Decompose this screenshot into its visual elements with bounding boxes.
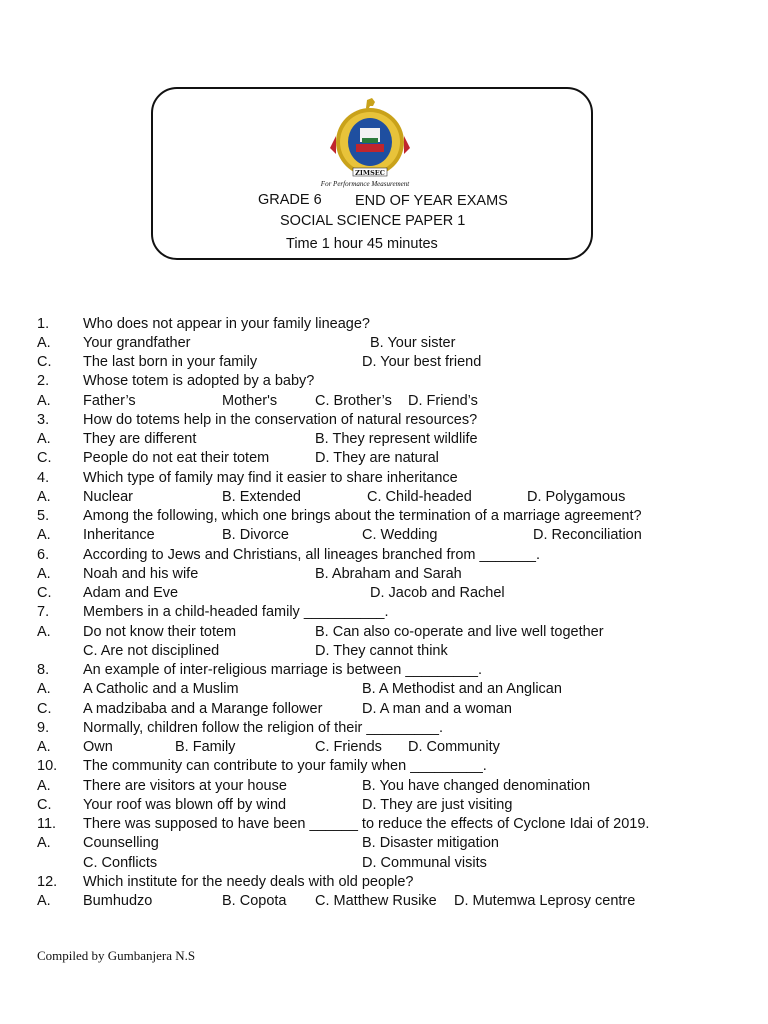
question-text: C. Child-headed: [367, 489, 472, 505]
exam-duration: Time 1 hour 45 minutes: [286, 236, 438, 252]
question-text: A.: [37, 566, 51, 582]
question-text: D. Friend’s: [408, 393, 478, 409]
question-text: Which institute for the needy deals with old people?: [83, 874, 414, 890]
question-text: C.: [37, 797, 52, 813]
question-text: There are visitors at your house: [83, 778, 287, 794]
question-text: C. Friends: [315, 739, 382, 755]
question-text: D. Jacob and Rachel: [370, 585, 505, 601]
question-text: The community can contribute to your family when _________.: [83, 758, 487, 774]
question-text: Your roof was blown off by wind: [83, 797, 287, 813]
question-text: How do totems help in the conservation of natural resources?: [83, 412, 478, 428]
question-text: B. You have changed denomination: [362, 778, 591, 794]
compiled-by: Compiled by Gumbanjera N.S: [37, 948, 196, 963]
question-number: 3.: [37, 412, 50, 428]
question-text: C. Brother’s: [315, 393, 392, 409]
question-text: B. Can also co-operate and live well together: [315, 624, 604, 640]
question-number: 12.: [37, 874, 58, 890]
question-text: D. They are just visiting: [362, 797, 513, 813]
question-text: B. Family: [175, 739, 236, 755]
question-number: 7.: [37, 604, 50, 620]
question-text: Do not know their totem: [83, 624, 237, 640]
question-text: Members in a child-headed family __________.: [83, 604, 389, 620]
question-text: B. Extended: [222, 489, 301, 505]
logo-motto: For Performance Measurement: [320, 180, 410, 188]
question-text: There was supposed to have been ______ to reduce the effects of Cyclone Idai of 2019.: [83, 816, 650, 832]
question-text: B. Abraham and Sarah: [315, 566, 462, 582]
question-text: C. Wedding: [362, 527, 438, 543]
question-number: 2.: [37, 373, 50, 389]
question-text: Counselling: [83, 835, 159, 851]
question-text: D. Your best friend: [362, 354, 482, 370]
question-number: 1.: [37, 316, 50, 332]
question-text: B. Divorce: [222, 527, 289, 543]
question-number: 11.: [37, 816, 57, 832]
question-text: Your grandfather: [83, 335, 191, 351]
question-text: Among the following, which one brings about the termination of a marriage agreement?: [83, 508, 642, 524]
question-text: D. Community: [408, 739, 500, 755]
question-text: A.: [37, 527, 51, 543]
question-text: A.: [37, 393, 51, 409]
question-text: B. Your sister: [370, 335, 456, 351]
question-text: People do not eat their totem: [83, 450, 270, 466]
question-text: C.: [37, 701, 52, 717]
question-number: 10.: [37, 758, 58, 774]
question-text: Whose totem is adopted by a baby?: [83, 373, 315, 389]
question-number: 6.: [37, 547, 50, 563]
question-text: Noah and his wife: [83, 566, 199, 582]
question-text: A Catholic and a Muslim: [83, 681, 239, 697]
question-number: 4.: [37, 470, 50, 486]
question-text: Who does not appear in your family lineage?: [83, 316, 370, 332]
question-text: A.: [37, 778, 51, 794]
question-text: Which type of family may find it easier to share inheritance: [83, 470, 458, 486]
question-text: D. Reconciliation: [533, 527, 642, 543]
question-text: C.: [37, 450, 52, 466]
question-text: D. A man and a woman: [362, 701, 512, 717]
paper-title: SOCIAL SCIENCE PAPER 1: [280, 213, 466, 229]
question-text: Father’s: [83, 393, 136, 409]
question-text: Normally, children follow the religion of their _________.: [83, 720, 444, 736]
question-text: B. Copota: [222, 893, 287, 909]
question-text: C.: [37, 585, 52, 601]
question-text: They are different: [83, 431, 197, 447]
question-text: B. A Methodist and an Anglican: [362, 681, 562, 697]
question-text: Own: [83, 739, 113, 755]
question-text: B. They represent wildlife: [315, 431, 478, 447]
exam-title: END OF YEAR EXAMS: [355, 193, 508, 209]
question-text: D. They cannot think: [315, 643, 448, 659]
question-text: D. Communal visits: [362, 855, 487, 871]
question-number: 8.: [37, 662, 50, 678]
question-text: Inheritance: [83, 527, 155, 543]
question-text: C. Matthew Rusike: [315, 893, 437, 909]
question-text: C. Are not disciplined: [83, 643, 220, 659]
question-text: Adam and Eve: [83, 585, 179, 601]
question-number: 9.: [37, 720, 50, 736]
question-text: A.: [37, 489, 51, 505]
question-text: An example of inter-religious marriage is between _________.: [83, 662, 482, 678]
question-text: D. They are natural: [315, 450, 439, 466]
question-text: A.: [37, 335, 51, 351]
question-text: A.: [37, 681, 51, 697]
question-text: Mother's: [222, 393, 278, 409]
question-text: Nuclear: [83, 489, 133, 505]
question-text: A.: [37, 624, 51, 640]
logo-text: ZIMSEC: [355, 169, 385, 177]
question-text: A madzibaba and a Marange follower: [83, 701, 323, 717]
question-text: A.: [37, 893, 51, 909]
question-text: C.: [37, 354, 52, 370]
question-text: Bumhudzo: [83, 893, 153, 909]
zimsec-logo: [320, 96, 426, 192]
question-text: D. Mutemwa Leprosy centre: [454, 893, 636, 909]
question-text: D. Polygamous: [527, 489, 626, 505]
question-text: B. Disaster mitigation: [362, 835, 499, 851]
question-text: C. Conflicts: [83, 855, 158, 871]
question-text: According to Jews and Christians, all lineages branched from _______.: [83, 547, 541, 563]
grade-label: GRADE 6: [258, 192, 322, 208]
question-text: A.: [37, 835, 51, 851]
question-text: A.: [37, 431, 51, 447]
question-text: The last born in your family: [83, 354, 258, 370]
question-text: A.: [37, 739, 51, 755]
question-number: 5.: [37, 508, 50, 524]
